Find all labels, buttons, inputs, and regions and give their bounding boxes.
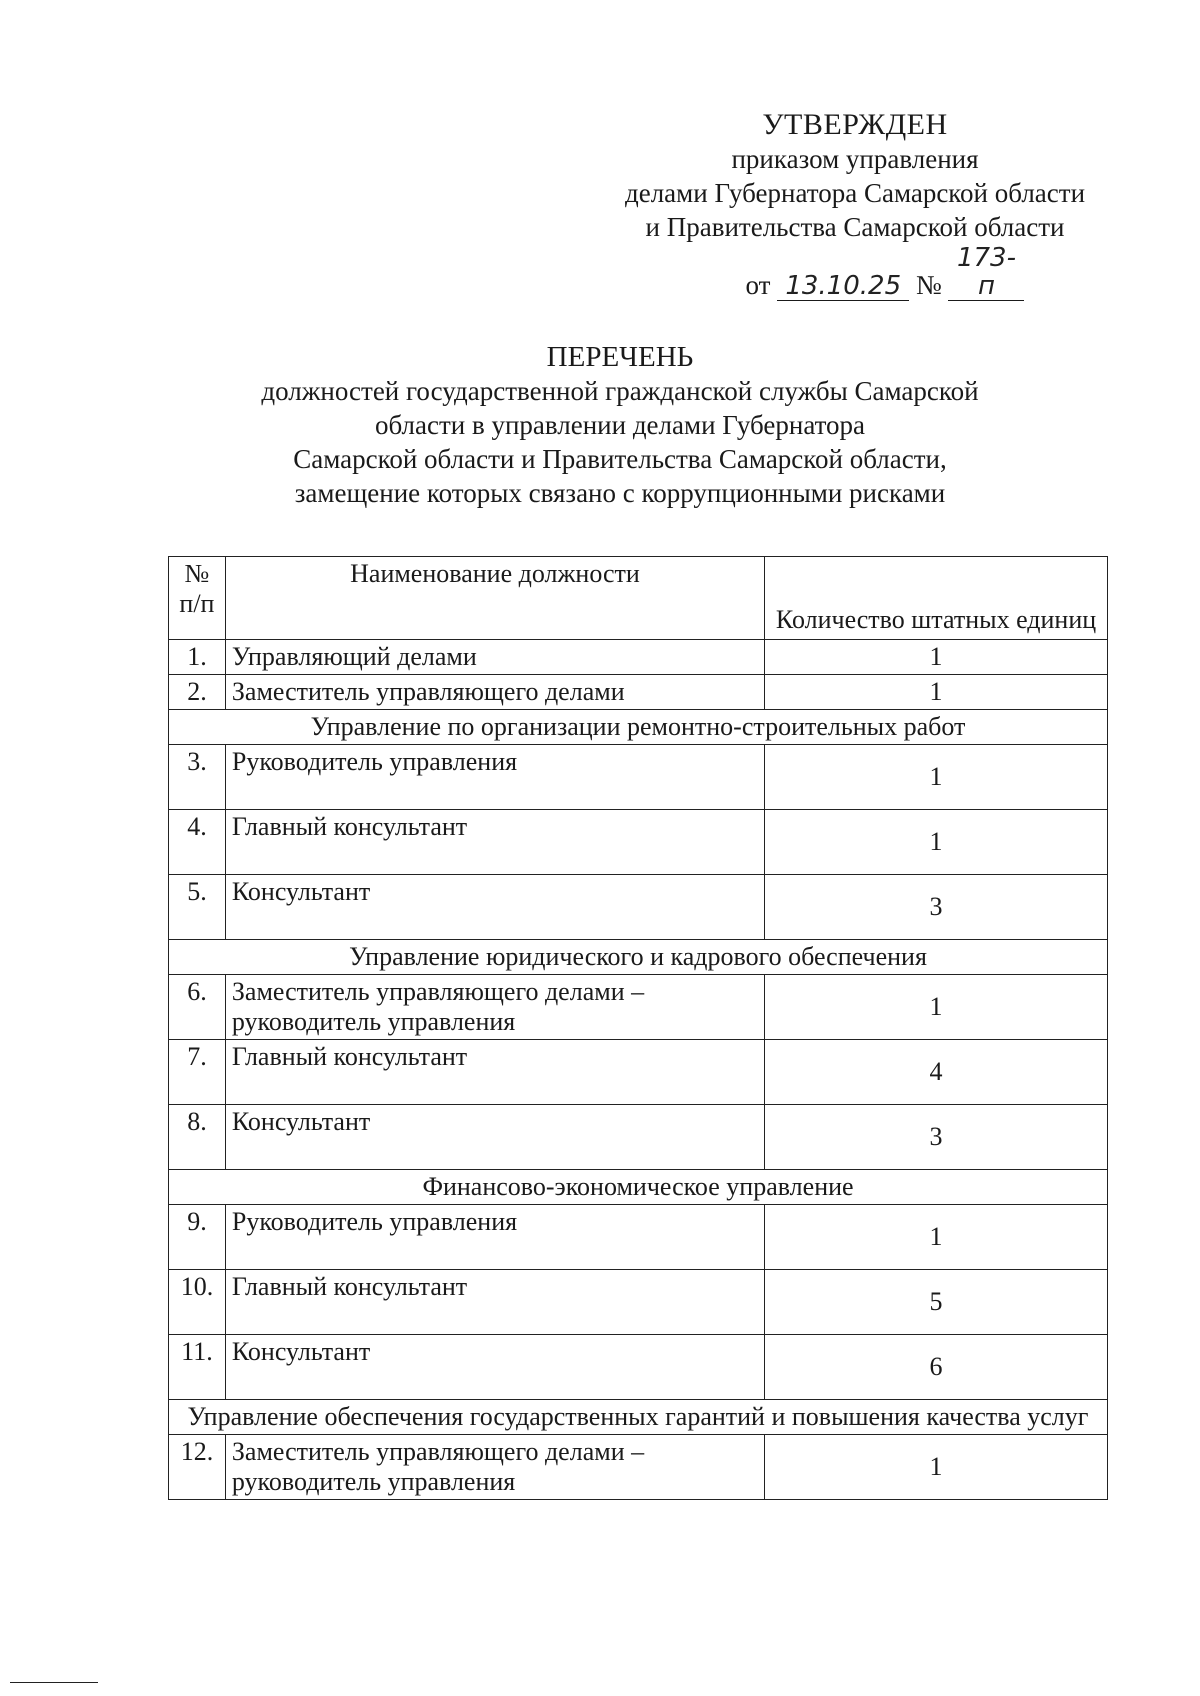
title-line-1: должностей государственной гражданской службы Самарской (261, 376, 979, 406)
cell-position: Консультант (225, 875, 764, 940)
approval-heading: УТВЕРЖДЕН (762, 108, 948, 141)
table-row (169, 810, 1108, 875)
cell-qty: 1 (765, 640, 1108, 675)
cell-num: 12. (169, 1435, 226, 1500)
approval-line-1: приказом управления (731, 144, 979, 174)
cell-position: Главный консультант (225, 1040, 764, 1105)
title-line-2: области в управлении делами Губернатора (374, 410, 866, 440)
cell-position: Заместитель управляющего делами (225, 675, 764, 710)
table-row (169, 745, 1108, 810)
cell-num: 10. (169, 1270, 226, 1335)
cell-position: Заместитель управляющего делами – руководитель управления (225, 975, 764, 1040)
header-num: № п/п (169, 557, 226, 640)
cell-qty: 3 (765, 1105, 1108, 1170)
cell-position: Руководитель управления (225, 745, 764, 810)
cell-position: Главный консультант (225, 810, 764, 875)
table-row (169, 875, 1108, 940)
table-row (169, 1040, 1108, 1105)
approval-line-3: и Правительства Самарской области (645, 212, 1065, 242)
cell-qty: 1 (765, 810, 1108, 875)
section-row (169, 710, 1108, 745)
handwritten-number: 173-п (948, 244, 1024, 301)
approval-line-2: делами Губернатора Самарской области (624, 178, 1086, 208)
cell-qty: 1 (765, 675, 1108, 710)
section-title: Финансово-экономическое управление (169, 1170, 1108, 1205)
title-heading: ПЕРЕЧЕНЬ (546, 341, 694, 373)
cell-num: 4. (169, 810, 226, 875)
date-prefix: от (745, 270, 771, 300)
cell-num: 9. (169, 1205, 226, 1270)
cell-qty: 5 (765, 1270, 1108, 1335)
title-line-3: Самарской области и Правительства Самарской области, (293, 444, 947, 474)
cell-qty: 1 (765, 1435, 1108, 1500)
cell-num: 3. (169, 745, 226, 810)
header-position: Наименование должности (225, 557, 764, 640)
table-row (169, 1270, 1108, 1335)
cell-position: Управляющий делами (225, 640, 764, 675)
cell-position: Консультант (225, 1105, 764, 1170)
table-row (169, 1435, 1108, 1500)
cell-num: 8. (169, 1105, 226, 1170)
cell-num: 6. (169, 975, 226, 1040)
cell-position: Консультант (225, 1335, 764, 1400)
table-header-row (169, 557, 1108, 640)
cell-num: 2. (169, 675, 226, 710)
table-row (169, 1335, 1108, 1400)
cell-num: 1. (169, 640, 226, 675)
section-title: Управление обеспечения государственных гарантий и повышения качества услуг (169, 1400, 1108, 1435)
number-prefix: № (915, 270, 942, 300)
approval-stamp (590, 108, 1120, 302)
cell-position: Главный консультант (225, 1270, 764, 1335)
handwritten-date: 13.10.25 (777, 272, 909, 301)
footnote-divider (10, 1682, 98, 1683)
cell-qty: 6 (765, 1335, 1108, 1400)
header-qty: Количество штатных единиц (765, 557, 1108, 640)
positions-table (168, 556, 1108, 1500)
title-line-4: замещение которых связано с коррупционными рисками (294, 478, 946, 508)
cell-position: Заместитель управляющего делами – руководитель управления (225, 1435, 764, 1500)
table-row (169, 675, 1108, 710)
approval-date-line (650, 244, 1120, 302)
table-row (169, 640, 1108, 675)
section-row (169, 1170, 1108, 1205)
section-title: Управление по организации ремонтно-строительных работ (169, 710, 1108, 745)
cell-num: 5. (169, 875, 226, 940)
cell-qty: 1 (765, 975, 1108, 1040)
document-title (200, 340, 1040, 510)
cell-qty: 1 (765, 1205, 1108, 1270)
table-row (169, 975, 1108, 1040)
section-title: Управление юридического и кадрового обеспечения (169, 940, 1108, 975)
cell-qty: 3 (765, 875, 1108, 940)
section-row (169, 1400, 1108, 1435)
cell-qty: 4 (765, 1040, 1108, 1105)
table-row (169, 1205, 1108, 1270)
cell-num: 11. (169, 1335, 226, 1400)
section-row (169, 940, 1108, 975)
cell-qty: 1 (765, 745, 1108, 810)
cell-position: Руководитель управления (225, 1205, 764, 1270)
cell-num: 7. (169, 1040, 226, 1105)
table-row (169, 1105, 1108, 1170)
